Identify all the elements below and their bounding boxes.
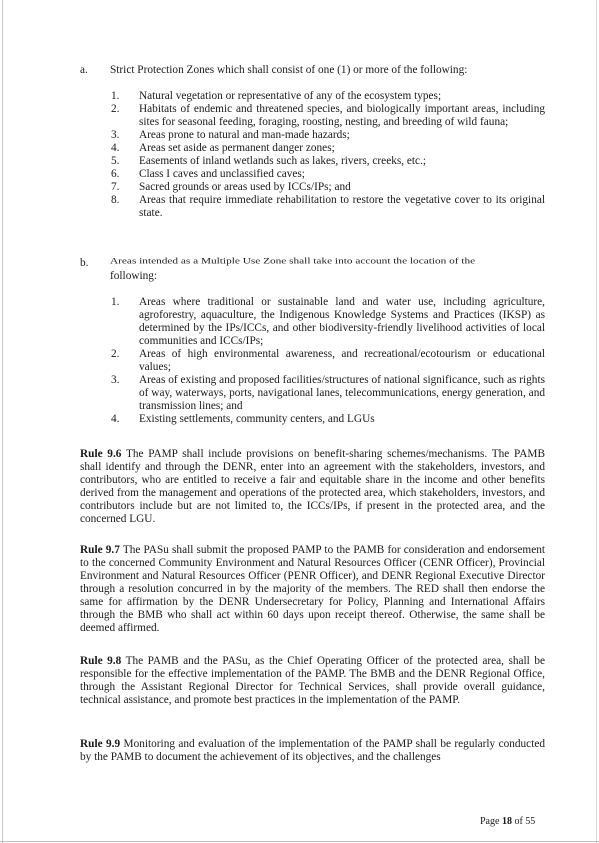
item-text: Areas of high environmental awareness, and recreational/ecotourism or educational values; (139, 348, 545, 373)
list-item (111, 348, 545, 374)
section-b-list (111, 296, 545, 426)
page-edge-bottom (0, 841, 599, 842)
rule-9-6 (80, 448, 545, 526)
item-number: 2. (111, 348, 120, 360)
section-b-label: b. (80, 257, 89, 269)
item-text: Sacred grounds or areas used by ICCs/IPs; and (139, 181, 351, 193)
list-item (111, 103, 545, 129)
item-text: Areas that require immediate rehabilitation to restore the vegetative cover to its original state. (139, 194, 545, 219)
item-number: 3. (111, 374, 120, 386)
item-number: 2. (111, 103, 120, 115)
list-item (111, 129, 545, 142)
rule-label: Rule 9.9 (80, 738, 121, 750)
page-edge-left (2, 0, 3, 843)
list-item (111, 142, 545, 155)
section-a-label: a. (80, 64, 88, 76)
section-b-heading (80, 257, 545, 283)
rule-text: The PAMP shall include provisions on benefit-sharing schemes/mechanisms. The PAMB shall identify and through the DENR, enter into an agreement with the stakeholders, investors, and contributors, who are entitled to receive a fair and equitable share in the income and other benefits derived from the management and operations of the protected area, which stakeholders, investors, and contributors include but are not limited to, the ICCs/IPs, if present in the protected area, and the concerned LGU. (80, 448, 545, 525)
item-number: 4. (111, 413, 120, 425)
rule-9-9 (80, 738, 545, 764)
section-a-heading (80, 64, 545, 77)
item-number: 1. (111, 90, 120, 102)
item-text: Areas set aside as permanent danger zones; (139, 142, 335, 154)
item-number: 7. (111, 181, 120, 193)
item-text: Natural vegetation or representative of any of the ecosystem types; (139, 90, 442, 102)
rule-text: The PAMB and the PASu, as the Chief Operating Officer of the protected area, shall be responsible for the effective implementation of the PAMP. The BMB and the DENR Regional Office, through the Assistant Regional Director for Technical Services, shall provide overall guidance, technical assistance, and promote best practices in the implementation of the PAMP. (80, 655, 546, 706)
current-page: 18 (501, 816, 512, 827)
rule-label: Rule 9.7 (80, 544, 120, 556)
rule-label: Rule 9.8 (80, 655, 122, 667)
item-text: Habitats of endemic and threatened species, and biologically important areas, including sites for seasonal feeding, foraging, roosting, nesting, and breeding of wild fauna; (139, 103, 545, 128)
item-text: Areas prone to natural and man-made hazards; (139, 129, 350, 141)
rule-text: Monitoring and evaluation of the implementation of the PAMP shall be regularly conducted by the PAMB to document the achievement of its objectives, and the challenges (80, 738, 545, 763)
rule-9-8 (80, 655, 545, 707)
section-b-heading-line1: Areas intended as a Multiple Use Zone shall take into account the location of the (110, 257, 476, 266)
section-b-text (110, 257, 545, 283)
list-item (111, 374, 545, 413)
item-text: Areas where traditional or sustainable land and water use, including agriculture, agroforestry, aquaculture, the Indigenous Knowledge Systems and Practices (IKSP) as determined by the IPs/ICCs, and other biodiversity-friendly livelihood activities of local communities and ICCs/IPs; (139, 296, 545, 347)
item-text: Class I caves and unclassified caves; (139, 168, 305, 180)
rule-text: The PASu shall submit the proposed PAMP to the PAMB for consideration and endorsement to the concerned Community Environment and Natural Resources Officer (CENR Officer), Provincial Environment and Natural Resources Officer (PENR Officer), and DENR Regional Executive Director through a resolution concurred in by the majority of the members. The RED shall then endorse the same for affirmation by the DENR Undersecretary for Policy, Planning and International Affairs through the BMB who shall act within 60 days upon receipt thereof. Otherwise, the same shall be deemed affirmed. (80, 544, 545, 634)
list-item (111, 194, 545, 220)
item-number: 1. (111, 296, 120, 308)
list-item (111, 168, 545, 181)
item-number: 3. (111, 129, 120, 141)
section-a-list (111, 90, 545, 220)
list-item (111, 296, 545, 348)
rule-label: Rule 9.6 (80, 448, 122, 460)
item-number: 4. (111, 142, 120, 154)
item-text: Existing settlements, community centers, and LGUs (139, 413, 375, 425)
page-number (480, 815, 535, 828)
item-text: Easements of inland wetlands such as lakes, rivers, creeks, etc.; (139, 155, 427, 167)
list-item (111, 413, 545, 426)
section-a-text: Strict Protection Zones which shall consist of one (1) or more of the following: (110, 64, 468, 76)
section-b-heading-line2: following: (110, 270, 158, 282)
rule-9-7 (80, 544, 545, 635)
item-number: 6. (111, 168, 120, 180)
item-number: 5. (111, 155, 120, 167)
list-item (111, 155, 545, 168)
total-pages: 55 (525, 816, 536, 827)
list-item (111, 181, 545, 194)
page-edge-right (596, 0, 597, 843)
list-item (111, 90, 545, 103)
page-of: of (514, 816, 523, 827)
page-prefix: Page (480, 816, 500, 827)
item-number: 8. (111, 194, 120, 206)
item-text: Areas of existing and proposed facilities/structures of national significance, such as rights of way, waterways, ports, navigational lanes, telecommunications, energy generation, and transmission lines; and (139, 374, 545, 412)
